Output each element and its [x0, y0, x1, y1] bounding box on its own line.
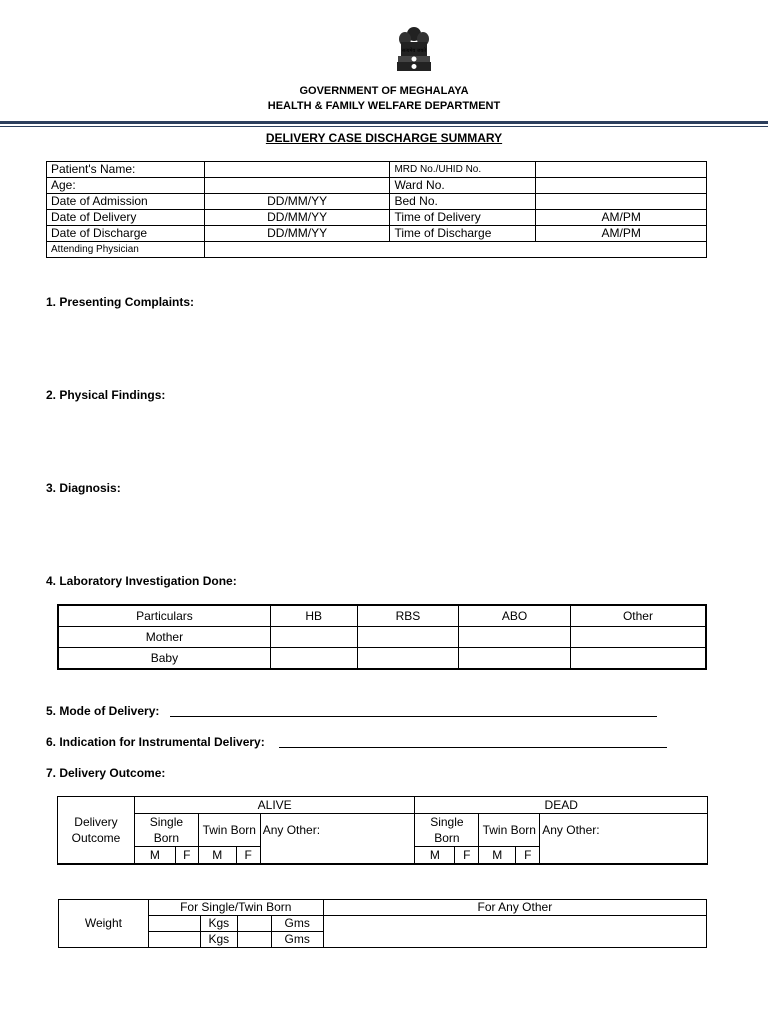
dead-twin-m[interactable]: M	[479, 847, 516, 865]
weight-single-twin-header: For Single/Twin Born	[148, 900, 323, 916]
section-physical-findings: 2. Physical Findings:	[46, 388, 166, 402]
delivery-time-label: Time of Delivery	[390, 210, 536, 226]
weight-kgs-field[interactable]	[148, 932, 200, 948]
weight-kgs-unit: Kgs	[200, 932, 237, 948]
section-lab-investigation: 4. Laboratory Investigation Done:	[46, 574, 237, 588]
alive-single-born: Single Born	[134, 814, 198, 847]
delivery-time-field[interactable]: AM/PM	[536, 210, 707, 226]
weight-gms-unit: Gms	[271, 916, 323, 932]
admission-field[interactable]: DD/MM/YY	[204, 194, 390, 210]
weight-kgs-unit: Kgs	[200, 916, 237, 932]
weight-any-other-field[interactable]	[323, 916, 706, 948]
weight-gms-field[interactable]	[237, 916, 271, 932]
lab-cell[interactable]	[270, 627, 357, 648]
discharge-time-label: Time of Discharge	[390, 226, 536, 242]
department-name: HEALTH & FAMILY WELFARE DEPARTMENT	[267, 100, 501, 112]
weight-label: Weight	[59, 900, 149, 948]
section-instrumental-indication: 6. Indication for Instrumental Delivery:	[46, 735, 265, 749]
admission-label: Date of Admission	[47, 194, 205, 210]
dead-any-other[interactable]: Any Other:	[540, 814, 708, 865]
alive-single-f[interactable]: F	[175, 847, 198, 865]
lab-cell[interactable]	[357, 648, 459, 670]
mode-of-delivery-line[interactable]	[170, 716, 657, 717]
mrd-field[interactable]	[536, 162, 707, 178]
age-field[interactable]	[204, 178, 390, 194]
patient-name-label: Patient's Name:	[47, 162, 205, 178]
lab-cell[interactable]	[570, 648, 706, 670]
lab-cell[interactable]	[570, 627, 706, 648]
lab-row-mother: Mother	[58, 627, 270, 648]
lab-header-rbs: RBS	[357, 605, 459, 627]
weight-gms-unit: Gms	[271, 932, 323, 948]
weight-gms-field[interactable]	[237, 932, 271, 948]
lab-cell[interactable]	[459, 648, 571, 670]
delivery-date-field[interactable]: DD/MM/YY	[204, 210, 390, 226]
weight-table	[58, 899, 707, 948]
patient-name-field[interactable]	[204, 162, 390, 178]
lab-cell[interactable]	[357, 627, 459, 648]
lab-cell[interactable]	[270, 648, 357, 670]
discharge-date-label: Date of Discharge	[47, 226, 205, 242]
physician-label: Attending Physician	[47, 242, 205, 258]
alive-twin-m[interactable]: M	[198, 847, 236, 865]
emblem-caption: सत्यमेव जयते	[401, 48, 427, 54]
alive-header: ALIVE	[134, 797, 415, 814]
alive-single-m[interactable]: M	[134, 847, 175, 865]
lab-header-abo: ABO	[459, 605, 571, 627]
ward-label: Ward No.	[390, 178, 536, 194]
lab-cell[interactable]	[459, 627, 571, 648]
alive-twin-f[interactable]: F	[236, 847, 260, 865]
physician-field[interactable]	[204, 242, 706, 258]
lab-header-particulars: Particulars	[58, 605, 270, 627]
lab-header-other: Other	[570, 605, 706, 627]
delivery-date-label: Date of Delivery	[47, 210, 205, 226]
weight-any-other-header: For Any Other	[323, 900, 706, 916]
dead-single-f[interactable]: F	[455, 847, 479, 865]
dead-twin-f[interactable]: F	[516, 847, 540, 865]
ward-field[interactable]	[536, 178, 707, 194]
bed-label: Bed No.	[390, 194, 536, 210]
alive-any-other[interactable]: Any Other:	[260, 814, 415, 865]
section-presenting-complaints: 1. Presenting Complaints:	[46, 295, 195, 309]
bed-field[interactable]	[536, 194, 707, 210]
page-title: DELIVERY CASE DISCHARGE SUMMARY	[265, 131, 503, 145]
alive-twin-born: Twin Born	[198, 814, 260, 847]
mrd-label: MRD No./UHID No.	[390, 162, 536, 178]
lab-header-hb: HB	[270, 605, 357, 627]
section-mode-of-delivery: 5. Mode of Delivery:	[46, 704, 160, 718]
lab-investigation-table	[57, 604, 707, 670]
dead-single-born: Single Born	[415, 814, 479, 847]
header-rule-thick	[0, 121, 768, 124]
government-name: GOVERNMENT OF MEGHALAYA	[299, 85, 469, 97]
dead-twin-born: Twin Born	[479, 814, 540, 847]
dead-single-m[interactable]: M	[415, 847, 455, 865]
delivery-outcome-table	[57, 796, 708, 865]
outcome-row-label: Delivery Outcome	[58, 797, 135, 865]
patient-details-table	[46, 161, 707, 258]
lab-row-baby: Baby	[58, 648, 270, 670]
discharge-time-field[interactable]: AM/PM	[536, 226, 707, 242]
section-delivery-outcome: 7. Delivery Outcome:	[46, 766, 166, 780]
instrumental-indication-line[interactable]	[279, 747, 667, 748]
discharge-date-field[interactable]: DD/MM/YY	[204, 226, 390, 242]
section-diagnosis: 3. Diagnosis:	[46, 481, 121, 495]
header-rule-thin	[0, 126, 768, 127]
age-label: Age:	[47, 178, 205, 194]
weight-kgs-field[interactable]	[148, 916, 200, 932]
dead-header: DEAD	[415, 797, 708, 814]
